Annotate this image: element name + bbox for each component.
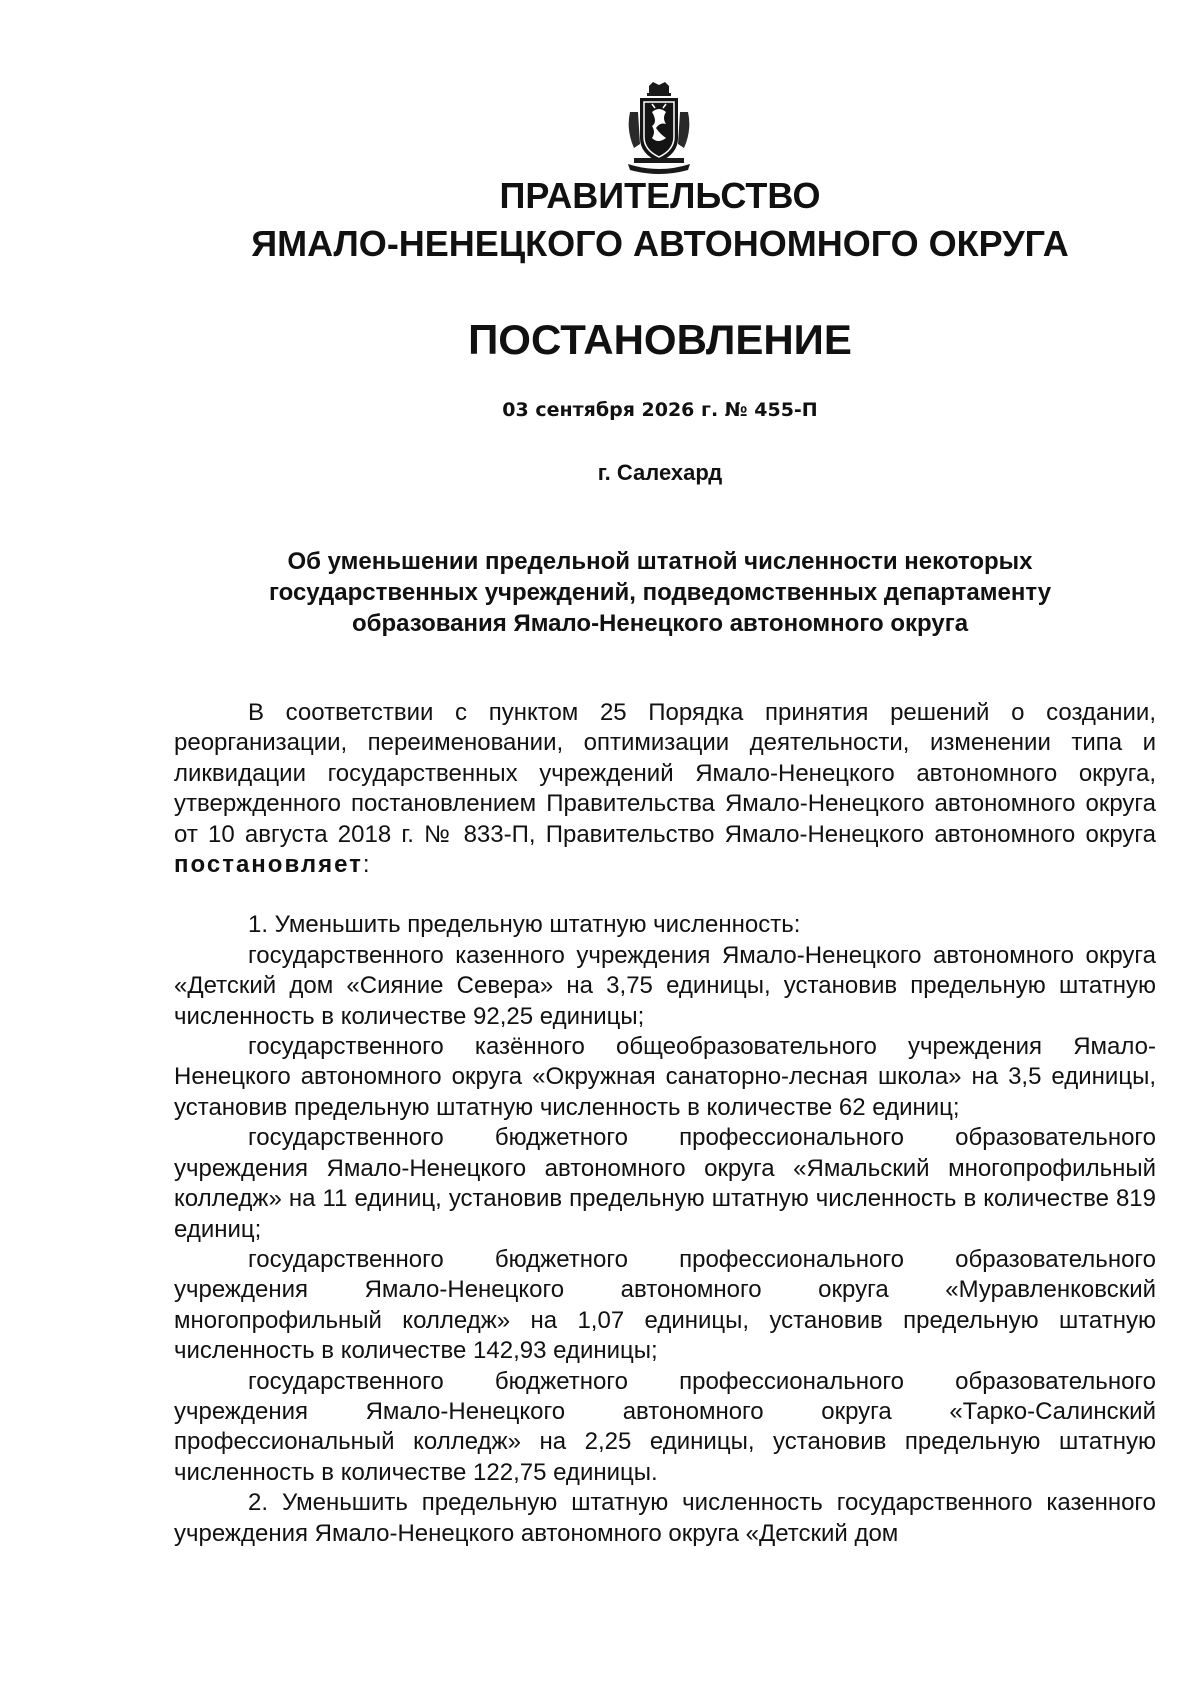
- preamble-paragraph: [174, 698, 1156, 880]
- item1-subitem: государственного бюджетного профессионального образовательного учреждения Ямало-Ненецкого автономного округа «Муравленковский многопрофильный колледж» на 1,07 единицы, установив предельную штатную численность в количестве 142,93 единицы;: [174, 1245, 1156, 1365]
- subject-line3: образования Ямало-Ненецкого автономного округа: [351, 610, 969, 637]
- document-subject: [220, 546, 1100, 639]
- subject-line2: государственных учреждений, подведомственных департаменту: [268, 579, 1052, 606]
- coat-of-arms-icon: [622, 82, 696, 178]
- item1-subitem: государственного бюджетного профессионального образовательного учреждения Ямало-Ненецкого автономного округа «Тарко-Салинский профессиональный колледж» на 2,25 единицы, установив предельную штатную численность в количестве 122,75 единицы.: [174, 1367, 1156, 1486]
- item1-subitem: государственного казённого общеобразовательного учреждения Ямало-Ненецкого автономного округа «Окружная санаторно-лесная школа» на 3,5 единицы, установив предельную штатную численность в количестве 62 единиц;: [174, 1033, 1156, 1121]
- item2-paragraph: 2. Уменьшить предельную штатную численность государственного казенного учреждения Ямало-Ненецкого автономного округа «Детский дом: [174, 1489, 1156, 1547]
- decree-word: постановляет: [174, 851, 363, 879]
- document-body: [174, 698, 1156, 1549]
- item1-subitem: государственного бюджетного профессионального образовательного учреждения Ямало-Ненецкого автономного округа «Ямальский многопрофильный колледж» на 11 единиц, установив предельную штатную численность в количестве 819 единиц;: [174, 1124, 1156, 1243]
- document-date-number: 03 сентября 2026 г. № 455-П: [502, 399, 818, 421]
- subject-line1: Об уменьшении предельной штатной численности некоторых: [287, 548, 1033, 575]
- document-type: ПОСТАНОВЛЕНИЕ: [468, 316, 852, 363]
- preamble-text: В соответствии с пунктом 25 Порядка принятия решений о создании, реорганизации, переименовании, оптимизации деятельности, изменении типа и ликвидации государственных учреждений Ямало-Ненецкого автономного округа, утвержденного постановлением Правительства Ямало-Ненецкого автономного округа от 10 августа 2018 г. № 833-П, Правительство Ямало-Ненецкого автономного округа: [174, 699, 1156, 848]
- item1-intro: 1. Уменьшить предельную штатную численность:: [248, 911, 801, 939]
- government-title: [0, 172, 1200, 268]
- document-city: г. Салехард: [597, 460, 723, 485]
- government-title-line2: ЯМАЛО-НЕНЕЦКОГО АВТОНОМНОГО ОКРУГА: [251, 223, 1069, 264]
- item1-subitem: государственного казенного учреждения Ямало-Ненецкого автономного округа «Детский дом «Сияние Севера» на 3,75 единицы, установив предельную штатную численность в количестве 92,25 единицы;: [174, 941, 1156, 1030]
- preamble-end: :: [362, 851, 370, 879]
- government-title-line1: ПРАВИТЕЛЬСТВО: [499, 175, 821, 216]
